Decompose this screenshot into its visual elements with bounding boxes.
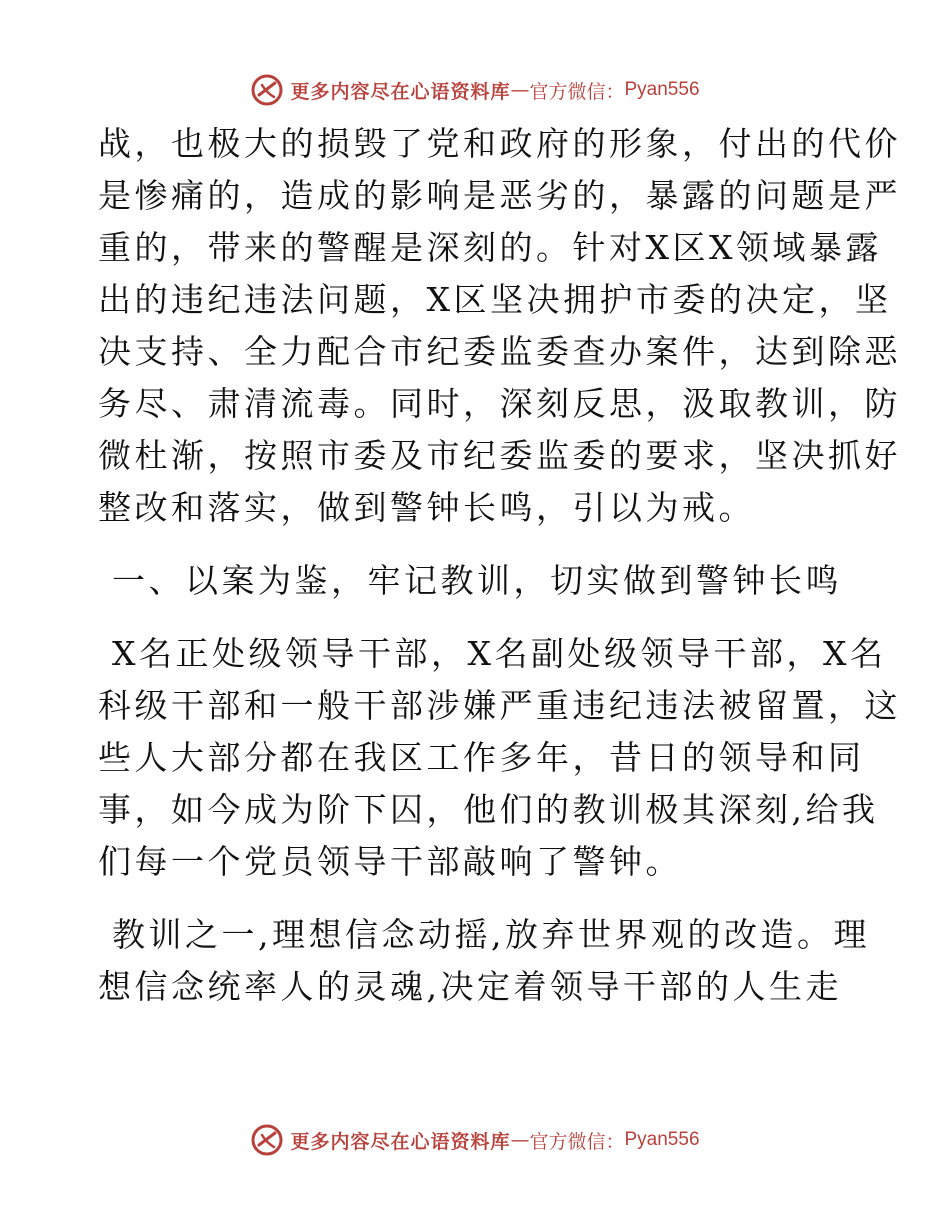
banner-wechat-id: Pyan556 (624, 79, 700, 100)
text-line: 们每一个党员领导干部敲响了警钟。 (98, 842, 682, 881)
banner-main-text: 更多内容尽在心语资料库 (290, 1130, 511, 1153)
text-line: 出的违纪违法问题，X区坚决拥护市委的决定，坚 (98, 280, 892, 319)
text-line: 事，如今成为阶下囚，他们的教训极其深刻,给我 (98, 790, 879, 829)
header-watermark-banner (0, 70, 950, 110)
footer-watermark-banner (0, 1120, 950, 1160)
text-line: 教训之一,理想信念动摇,放弃世界观的改造。理 (98, 915, 870, 954)
text-line: 整改和落实，做到警钟长鸣，引以为戒。 (98, 488, 755, 527)
document-body (98, 118, 901, 1013)
watermark-logo-icon (250, 73, 284, 107)
text-line: 决支持、全力配合市纪委监委查办案件，达到除恶 (98, 332, 901, 371)
banner-wechat-id: Pyan556 (624, 1129, 700, 1150)
paragraph (98, 909, 868, 1013)
banner-wechat-label: 官方微信： (529, 80, 625, 103)
text-line: X名正处级领导干部，X名副处级领导干部，X名 (98, 634, 887, 673)
text-line: 是惨痛的，造成的影响是恶劣的，暴露的问题是严 (98, 176, 901, 215)
text-line: 战，也极大的损毁了党和政府的形象，付出的代价 (98, 124, 901, 163)
banner-wechat-label: 官方微信： (529, 1130, 625, 1153)
text-line: 重的，带来的警醒是深刻的。针对X区X领域暴露 (98, 228, 882, 267)
section-heading (98, 555, 868, 607)
text-line: 些人大部分都在我区工作多年，昔日的领导和同 (98, 738, 865, 777)
text-line: 科级干部和一般干部涉嫌严重违纪违法被留置，这 (98, 686, 901, 725)
text-line: 务尽、肃清流毒。同时，深刻反思，汲取教训，防 (98, 384, 901, 423)
watermark-logo-icon (250, 1123, 284, 1157)
text-line: 微杜渐，按照市委及市纪委监委的要求，坚决抓好 (98, 436, 901, 475)
banner-separator: — (510, 1129, 530, 1151)
paragraph (98, 118, 901, 534)
paragraph (98, 628, 901, 888)
heading-line: 一、以案为鉴，牢记教训，切实做到警钟长鸣 (98, 561, 842, 600)
text-line: 想信念统率人的灵魂,决定着领导干部的人生走 (98, 967, 842, 1006)
banner-main-text: 更多内容尽在心语资料库 (290, 80, 511, 103)
banner-separator: — (510, 79, 530, 101)
